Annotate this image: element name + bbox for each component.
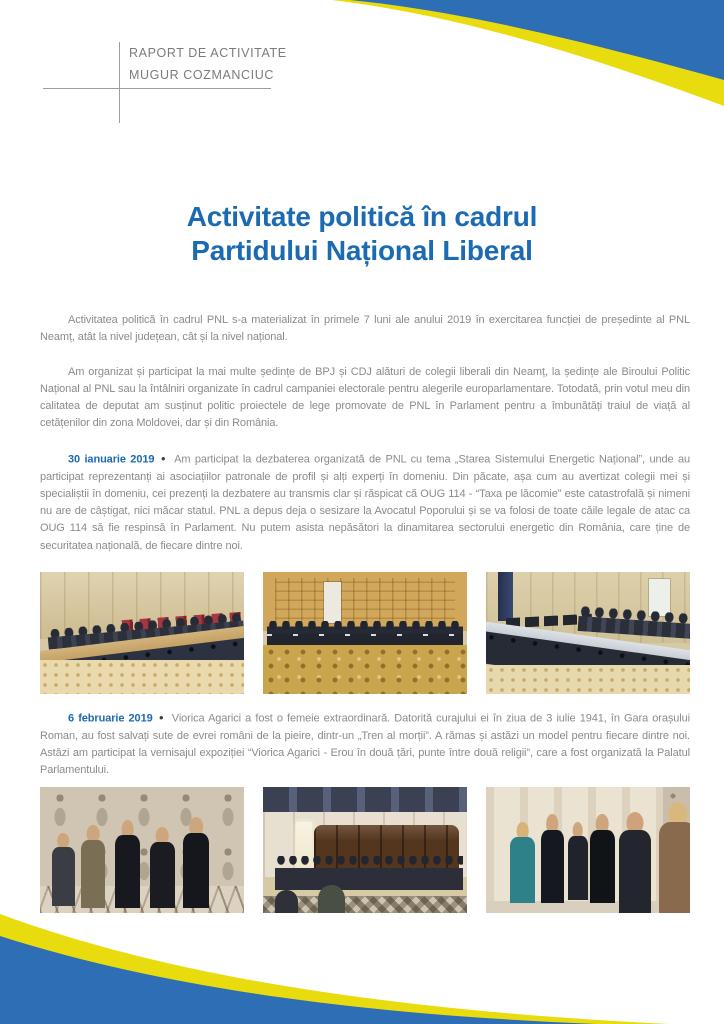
report-header xyxy=(129,42,287,86)
photo-conference-front-view xyxy=(263,572,467,694)
bullet-icon: ● xyxy=(159,453,168,463)
photo-conference-right-view xyxy=(486,572,690,694)
bottom-left-yellow-band xyxy=(0,914,724,1024)
photo-person xyxy=(81,825,105,908)
photo-person xyxy=(52,833,74,906)
header-report-label: RAPORT DE ACTIVITATE xyxy=(129,46,287,60)
photo-group-before-mural xyxy=(40,787,244,913)
photo-person xyxy=(510,822,534,903)
page-title xyxy=(0,200,724,268)
photo-carpet xyxy=(263,645,467,694)
photo-row-1 xyxy=(40,572,690,694)
crosshair-horizontal-line xyxy=(43,88,271,89)
photo-carpet xyxy=(486,665,690,694)
photo-table-papers xyxy=(267,634,463,636)
paragraph-30-january: 30 ianuarie 2019 ● Am participat la dezbaterea organizată de PNL cu tema „Starea Sistemului Energetic Național”, unde au participat reprezentanți ai asociațiilor patronale de profil și alți experți în domeniu. Din păcate, așa cum au avertizat colegii mei și specialiștii în domeniu, cei prezenți la dezbatere au transmis clar și răspicat că OUG 114 - “Taxa pe lăcomie” este catastrofală și nimeni nu are de câștigat, nici măcar statul. PNL a depus deja o sesizare la Avocatul Poporului și se va folosi de toate căile legale de atac ca OUG 114 să fie respinsă în Parlament. Nu putem asista nepăsători la dinamitarea sectorului energetic din România, care ține de securitatea națională, de fiecare dintre noi. xyxy=(40,453,690,552)
header-author-name: MUGUR COZMANCIUC xyxy=(129,68,275,82)
crosshair-vertical-line xyxy=(119,42,120,123)
photo-row-2 xyxy=(40,787,690,913)
top-right-yellow-band xyxy=(332,0,724,106)
date-6-februarie-2019: 6 februarie 2019 xyxy=(68,712,153,725)
paragraph-6-february: 6 februarie 2019 ● Viorica Agarici a fost o femeie extraordinară. Datorită curajului ei în ziua de 3 iulie 1941, în Gara orașului Roman, au fost salvați sute de evrei români de la pieire, dintr-un „Tren al morții”. A rămas și astăzi un model pentru fiecare dintre noi. Astăzi am participat la vernisajul expoziției “Viorica Agarici - Erou în două țări, punte între două religii”, care a fost organizată la Palatul Parlamentului. xyxy=(40,712,690,777)
photo-person xyxy=(659,802,690,913)
photo-person xyxy=(115,820,139,908)
page-title-line-1: Activitate politică în cadrul xyxy=(186,201,538,232)
photo-dark-curtains xyxy=(263,787,467,812)
photo-person xyxy=(183,817,210,908)
photo-person xyxy=(541,814,563,902)
page-title-line-2: Partidului Național Liberal xyxy=(191,235,533,266)
photo-person xyxy=(590,814,614,902)
bottom-left-blue-curve xyxy=(0,936,688,1024)
photo-flag xyxy=(498,572,512,621)
top-right-blue-curve xyxy=(350,0,724,80)
photo-carpet xyxy=(40,660,244,694)
photo-conference-side-view xyxy=(40,572,244,694)
photo-foreground-head xyxy=(318,885,345,913)
photo-crowd xyxy=(275,856,463,890)
photo-person xyxy=(619,812,652,913)
photo-person xyxy=(568,822,588,900)
photo-seated-people xyxy=(267,621,463,636)
bullet-icon: ● xyxy=(157,713,165,723)
date-30-ianuarie-2019: 30 ianuarie 2019 xyxy=(68,453,155,466)
photo-exhibition-guests xyxy=(486,787,690,913)
photo-person xyxy=(150,827,174,908)
photo-ac-unit xyxy=(324,582,340,623)
photo-exhibition-train-hall xyxy=(263,787,467,913)
report-body xyxy=(40,312,690,928)
paragraph-intro: Activitatea politică în cadrul PNL s-a materializat în primele 7 luni ale anului 2019 în exercitarea funcției de președinte al PNL Neamț, atât la nivel județean, cât și la nivel național. xyxy=(40,314,690,344)
paragraph-activity: Am organizat și participat la mai multe ședințe de BPJ și CDJ alături de colegii liberali din Neamț, la ședințe ale Biroului Politic Național al PNL sau la întâlniri organizate în cadrul campaniei electorale pentru alegerile europarlamentare. Totodată, prin votul meu din calitatea de deputat am susținut politic proiectele de lege promovate de PNL în Parlament pentru a îmbunătăți traiul de viață al cetățenilor din zona Moldovei, dar și din România. xyxy=(40,365,690,430)
photo-foreground-head xyxy=(275,890,297,913)
